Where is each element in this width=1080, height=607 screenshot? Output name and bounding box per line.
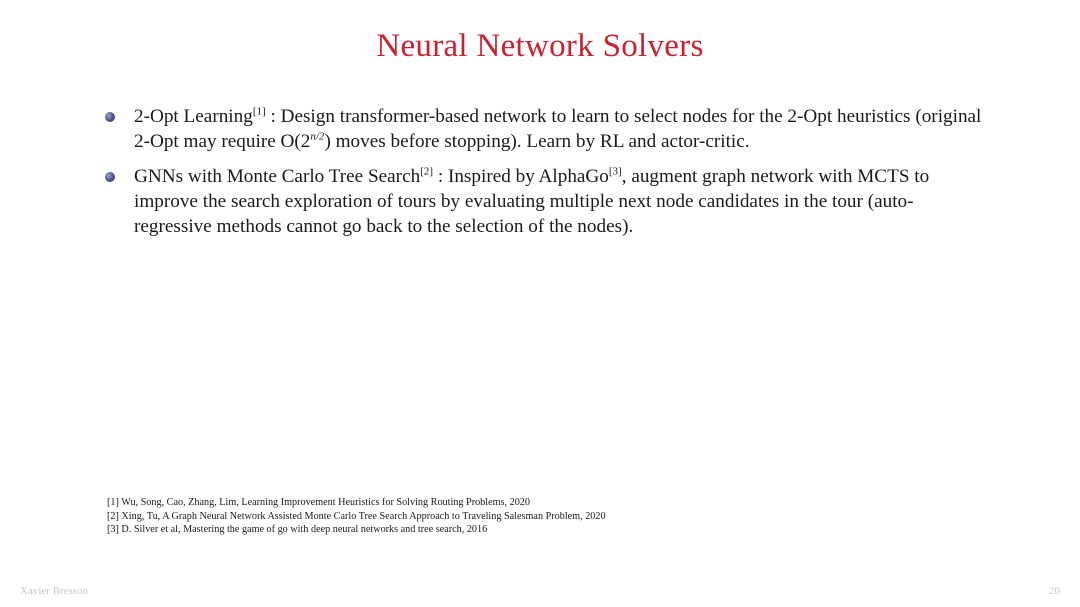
footnotes [107, 496, 1007, 537]
bullet-2opt-learning [105, 104, 985, 154]
bullet-text-continued: ) moves before stopping). Learn by RL and actor-critic. [324, 131, 750, 152]
bullet-text: : Design transformer-based network to learn to select nodes for the 2-Opt heuristics (original 2-Opt may require O(2 [134, 106, 982, 152]
bullet-lead: GNNs with Monte Carlo Tree Search [134, 166, 421, 187]
bullet-text: : Inspired by AlphaGo [433, 166, 609, 187]
citation-ref: [2] [420, 165, 434, 178]
bullet-icon [105, 172, 115, 182]
footnote-3: [3] D. Silver et al, Mastering the game of go with deep neural networks and tree search, 2016 [107, 524, 488, 535]
citation-ref: [1] [252, 105, 266, 118]
citation-ref-alphago: [3] [608, 165, 622, 178]
math-exponent: n/2 [310, 130, 325, 143]
bullet-icon [105, 112, 115, 122]
footer-author: Xavier Bresson [20, 585, 89, 597]
footnote-1: [1] Wu, Song, Cao, Zhang, Lim, Learning Improvement Heuristics for Solving Routing Problems, 2020 [107, 497, 530, 508]
bullet-gnn-mcts [105, 164, 985, 239]
slide-title: Neural Network Solvers [376, 28, 704, 64]
page-number: 20 [1049, 585, 1060, 597]
bullet-text-continued: , augment graph network with MCTS to improve the search exploration of tours by evaluating multiple next node candidates in the tour (auto-regressive methods cannot go back to the selection of the nodes). [134, 166, 930, 237]
bullet-lead: 2-Opt Learning [134, 106, 253, 127]
bullet-list [105, 104, 985, 249]
footnote-2: [2] Xing, Tu, A Graph Neural Network Assisted Monte Carlo Tree Search Approach to Traveling Salesman Problem, 2020 [107, 510, 606, 522]
